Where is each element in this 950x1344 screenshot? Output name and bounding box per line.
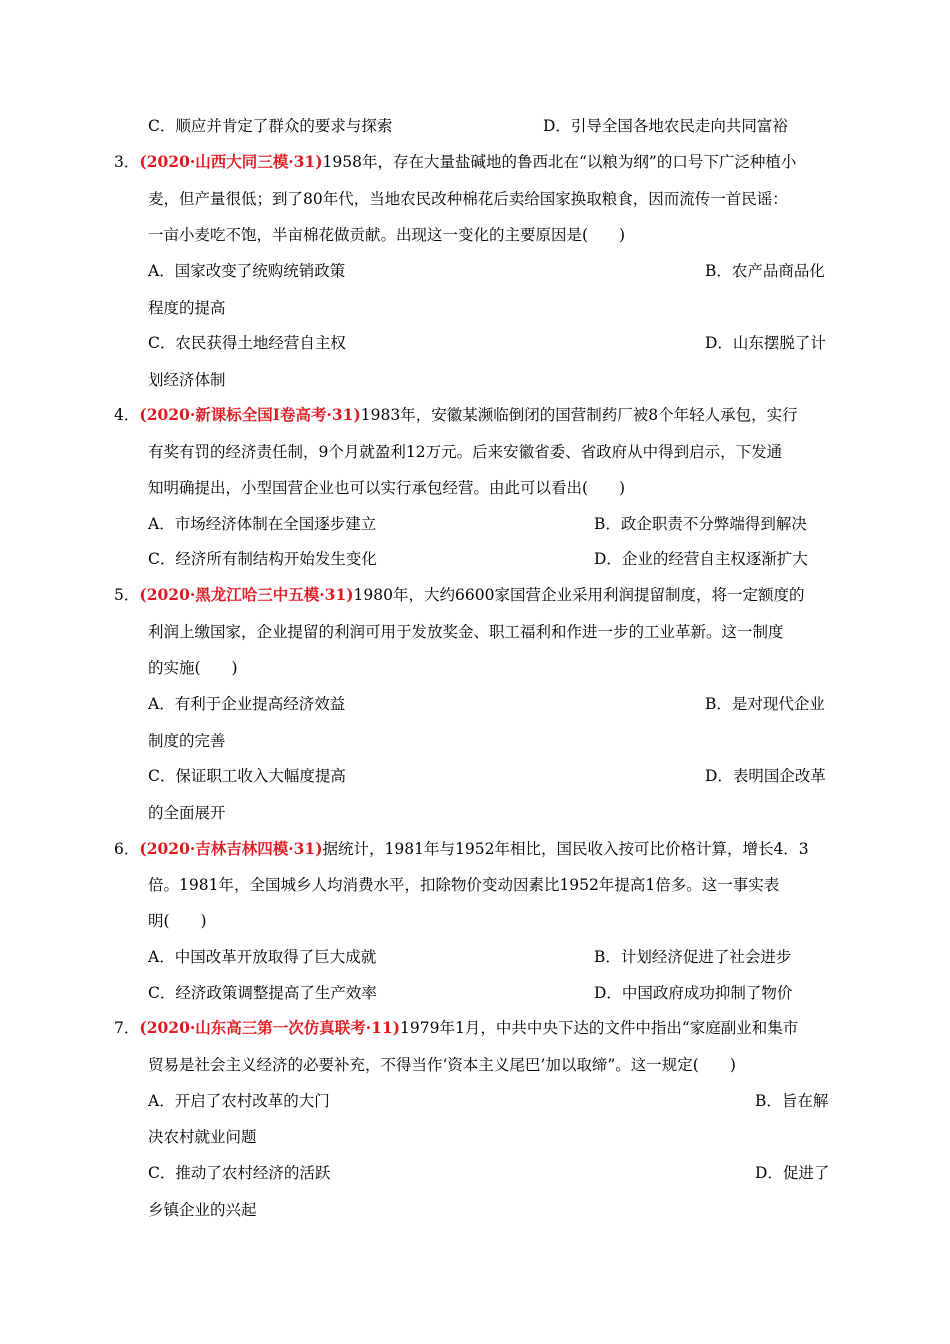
q4-stem-text: 1983年，安徽某濒临倒闭的国营制药厂被8个年轻人承包，实行 xyxy=(360,406,798,424)
q6-option-a: A．中国改革开放取得了巨大成就 xyxy=(148,948,377,966)
q4-option-c: C．经济所有制结构开始发生变化 xyxy=(148,550,377,568)
q3-option-d-cont: 划经济体制 xyxy=(148,371,226,389)
q5-option-c: C．保证职工收入大幅度提高 xyxy=(148,767,346,785)
q3-stem-line-1 xyxy=(114,151,796,173)
q6-option-c: C．经济政策调整提高了生产效率 xyxy=(148,984,377,1002)
q5-option-b: B．是对现代企业 xyxy=(705,695,825,713)
q3-option-b: B．农产品商品化 xyxy=(705,262,825,280)
q7-option-d: D．促进了 xyxy=(755,1164,830,1182)
q5-stem-text: 1980年，大约6600家国营企业采用利润提留制度，将一定额度的 xyxy=(353,586,805,604)
q3-option-c: C．农民获得土地经营自主权 xyxy=(148,334,346,352)
q5-stem-line-3: 的实施( ) xyxy=(148,659,238,677)
q3-source: (2020·山西大同三模·31) xyxy=(139,152,323,171)
q4-stem-line-1 xyxy=(114,404,798,426)
q5-option-a: A．有利于企业提高经济效益 xyxy=(148,695,346,713)
q5-stem-line-1 xyxy=(114,584,804,606)
q7-number: 7． xyxy=(114,1019,140,1037)
q7-stem-text: 1979年1月，中共中央下达的文件中指出“家庭副业和集市 xyxy=(400,1019,799,1037)
q2-option-d: D．引导全国各地农民走向共同富裕 xyxy=(543,117,788,135)
q6-stem-line-1 xyxy=(114,838,809,860)
q5-stem-line-2: 利润上缴国家，企业提留的利润可用于发放奖金、职工福利和作进一步的工业革新。这一制度 xyxy=(148,623,784,641)
q3-stem-line-3: 一亩小麦吃不饱，半亩棉花做贡献。出现这一变化的主要原因是( ) xyxy=(148,226,626,244)
q7-option-b: B．旨在解 xyxy=(755,1092,829,1110)
q7-option-c: C．推动了农村经济的活跃 xyxy=(148,1164,331,1182)
q7-stem-line-1 xyxy=(114,1017,798,1039)
q6-option-d: D．中国政府成功抑制了物价 xyxy=(594,984,793,1002)
q4-option-b: B．政企职责不分弊端得到解决 xyxy=(594,515,807,533)
q4-number: 4． xyxy=(114,406,140,424)
q5-option-d: D．表明国企改革 xyxy=(705,767,826,785)
q3-number: 3． xyxy=(114,153,140,171)
q6-number: 6． xyxy=(114,840,140,858)
q3-option-a: A．国家改变了统购统销政策 xyxy=(148,262,346,280)
q4-stem-line-2: 有奖有罚的经济责任制，9个月就盈利12万元。后来安徽省委、省政府从中得到启示，下发通 xyxy=(148,443,783,461)
q3-stem-text: 1958年，存在大量盐碱地的鲁西北在“以粮为纲”的口号下广泛种植小 xyxy=(322,153,797,171)
q7-stem-line-2: 贸易是社会主义经济的必要补充，不得当作‘资本主义尾巴’加以取缔”。这一规定( ) xyxy=(148,1056,736,1074)
q3-option-d: D．山东摆脱了计 xyxy=(705,334,826,352)
q6-stem-text: 据统计，1981年与1952年相比，国民收入按可比价格计算，增长4．3 xyxy=(322,840,809,858)
q7-option-b-cont: 决农村就业问题 xyxy=(148,1128,257,1146)
q3-option-b-cont: 程度的提高 xyxy=(148,299,226,317)
q3-stem-line-2: 麦，但产量很低；到了80年代，当地农民改种棉花后卖给国家换取粮食，因而流传一首民谣： xyxy=(148,190,788,208)
q7-option-d-cont: 乡镇企业的兴起 xyxy=(148,1201,257,1219)
q4-option-d: D．企业的经营自主权逐渐扩大 xyxy=(594,550,808,568)
q6-option-b: B．计划经济促进了社会进步 xyxy=(594,948,792,966)
q6-stem-line-3: 明( ) xyxy=(148,912,207,930)
q5-option-d-cont: 的全面展开 xyxy=(148,804,226,822)
q4-stem-line-3: 知明确提出，小型国营企业也可以实行承包经营。由此可以看出( ) xyxy=(148,479,626,497)
q4-option-a: A．市场经济体制在全国逐步建立 xyxy=(148,515,377,533)
q7-source: (2020·山东高三第一次仿真联考·11) xyxy=(139,1018,401,1037)
q6-source: (2020·吉林吉林四模·31) xyxy=(139,839,323,858)
q5-number: 5． xyxy=(114,586,140,604)
q2-option-c: C．顺应并肯定了群众的要求与探索 xyxy=(148,117,393,135)
q5-source: (2020·黑龙江哈三中五模·31) xyxy=(139,585,354,604)
q7-option-a: A．开启了农村改革的大门 xyxy=(148,1092,330,1110)
q6-stem-line-2: 倍。1981年，全国城乡人均消费水平，扣除物价变动因素比1952年提高1倍多。这一事实表 xyxy=(148,876,780,894)
q5-option-b-cont: 制度的完善 xyxy=(148,732,226,750)
q4-source: (2020·新课标全国Ⅰ卷高考·31) xyxy=(139,405,361,424)
